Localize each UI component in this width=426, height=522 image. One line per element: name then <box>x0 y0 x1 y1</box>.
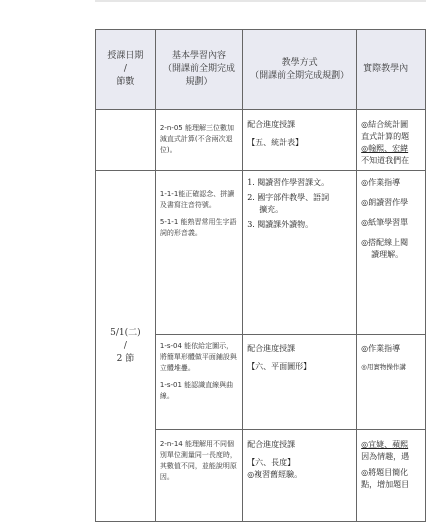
standard-text: 5-1-1 能熟習常用生字語詞的形音義。 <box>159 218 237 237</box>
list-item: 3. 閱讀課外讀物。 <box>247 220 314 229</box>
standard-text: 2-n-05 能理解三位數加減直式計算(不含兩次退位)。 <box>159 124 234 154</box>
standards-cell <box>155 430 242 522</box>
lesson-plan-table <box>95 29 426 522</box>
actual-cell: ◎作業指導 ◎用實物操作講 <box>357 335 426 430</box>
standards-cell <box>155 171 242 335</box>
standard-text: 1-s-01 能認識直線與曲線。 <box>159 381 234 400</box>
standard-text: 1-1-1能正確認念、拼讀及書寫注音符號。 <box>159 190 235 209</box>
table-row <box>96 110 426 171</box>
list-item: 2. 國字部件教學、語詞 <box>247 193 330 202</box>
standard-text: 2-n-14 能理解用不同個別單位測量同一長度時，其數值不同，並能說明原因。 <box>159 440 237 481</box>
date-cell: 5/1(二) / 2 節 <box>96 171 156 522</box>
method-cell: 配合進度授課 【六、長度】 ◎複習舊經驗。 <box>243 430 357 522</box>
lesson-periods: 2 節 <box>116 353 135 364</box>
header-actual-content: 實際教學內 <box>357 30 426 110</box>
standard-text: 1-s-04 能依給定圖示，將簡單形體做平面鋪設與立體堆疊。 <box>159 342 237 372</box>
standards-cell <box>155 110 242 171</box>
method-cell: 配合進度授課 【六、平面圖形】 <box>243 335 357 430</box>
top-rule <box>95 0 426 2</box>
standards-cell <box>155 335 242 430</box>
actual-cell: ◎作業指導 ◎朗讀習作學 ◎紙筆學習單 ◎搭配線上閱 讀理解。 <box>357 171 426 335</box>
method-list <box>243 177 356 231</box>
table-row <box>96 171 426 335</box>
list-item: 擴充。 <box>259 205 284 214</box>
method-cell <box>243 171 357 335</box>
date-cell-empty <box>96 110 156 171</box>
lesson-date: 5/1(二) <box>110 327 141 338</box>
actual-cell: ◎宜婕、蘋熙 因為情趣，遇 ◎將題目簡化 點，增加題目 <box>357 430 426 522</box>
header-basic-content: 基本學習內容 （開課前全期完成 規劃） <box>155 30 242 110</box>
actual-cell: ◎結合統計圖 直式計算的題 ◎翰熙、宏緯 不知道我們在 <box>357 110 426 171</box>
list-item: 1. 閱讀習作學習課文。 <box>247 178 330 187</box>
header-date-periods: 授課日期 / 節數 <box>96 30 156 110</box>
header-row <box>96 30 426 110</box>
header-teaching-method: 教學方式 （開課前全期完成規劃） <box>243 30 357 110</box>
method-cell: 配合進度授課 【五、統計表】 <box>243 110 357 171</box>
